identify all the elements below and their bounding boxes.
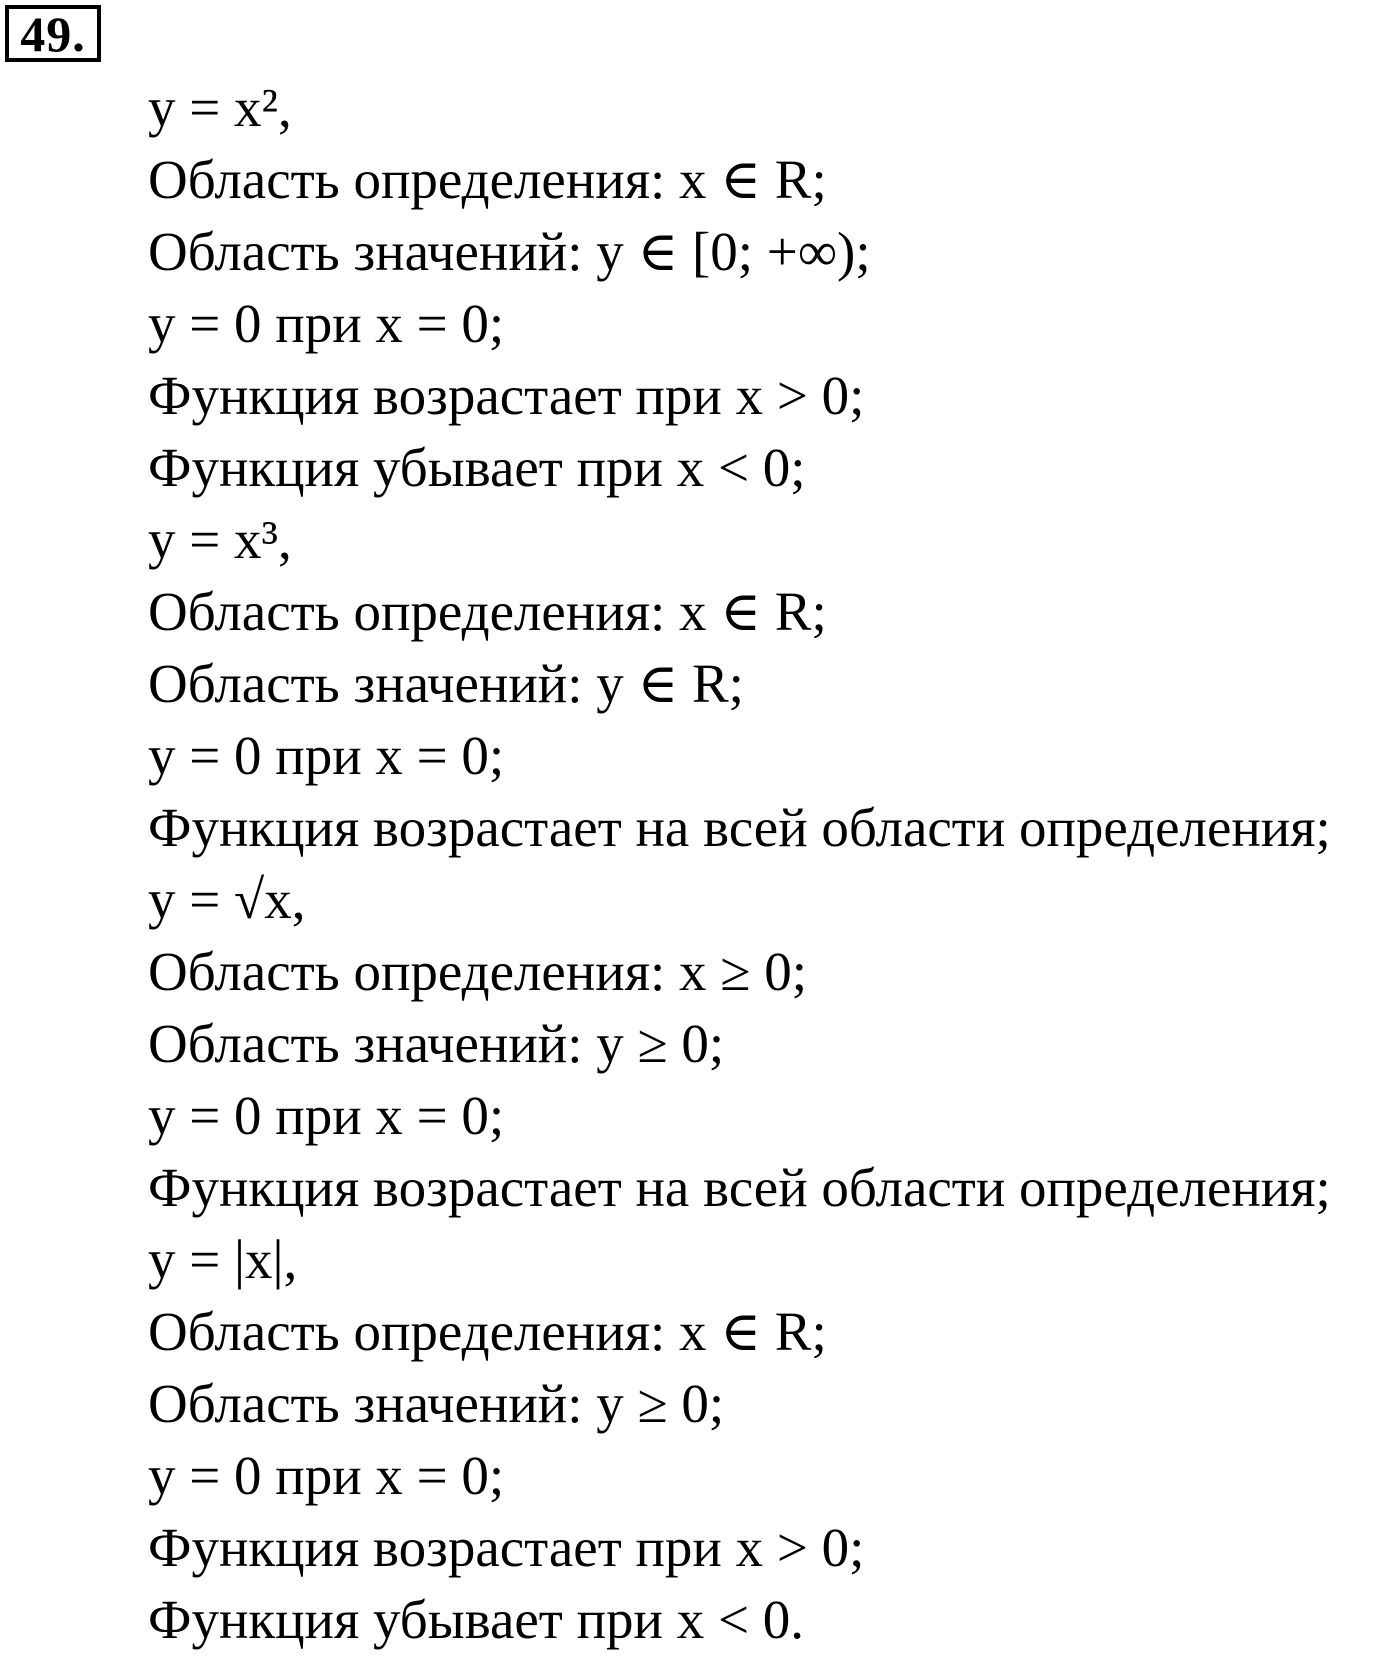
domain-line: Область определения: x ∈ R; — [148, 1301, 827, 1362]
decreasing-line: Функция убывает при x < 0; — [148, 437, 806, 498]
function-line-square-root: y = √x, — [148, 869, 306, 930]
increasing-line: Функция возрастает на всей области определения; — [148, 1157, 1331, 1218]
domain-line: Область определения: x ∈ R; — [148, 581, 827, 642]
range-line: Область значений: y ≥ 0; — [148, 1013, 725, 1074]
increasing-line: Функция возрастает при x > 0; — [148, 1517, 865, 1578]
range-line: Область значений: y ≥ 0; — [148, 1373, 725, 1434]
range-line: Область значений: y ∈ [0; +∞); — [148, 221, 871, 282]
zero-line: y = 0 при x = 0; — [148, 1445, 505, 1506]
zero-line: y = 0 при x = 0; — [148, 293, 505, 354]
domain-line: Область определения: x ∈ R; — [148, 149, 827, 210]
function-line-x-squared: y = x², — [148, 77, 292, 138]
problem-number: 49. — [20, 5, 86, 62]
zero-line: y = 0 при x = 0; — [148, 725, 505, 786]
increasing-line: Функция возрастает на всей области определения; — [148, 797, 1331, 858]
problem-number-badge — [5, 5, 101, 62]
decreasing-line: Функция убывает при x < 0. — [148, 1589, 804, 1650]
domain-line: Область определения: x ≥ 0; — [148, 941, 808, 1002]
zero-line: y = 0 при x = 0; — [148, 1085, 505, 1146]
increasing-line: Функция возрастает при x > 0; — [148, 365, 865, 426]
function-line-x-cubed: y = x³, — [148, 509, 292, 570]
range-line: Область значений: y ∈ R; — [148, 653, 744, 714]
solution-body — [148, 72, 1393, 1656]
function-line-absolute-value: y = |x|, — [148, 1229, 298, 1290]
